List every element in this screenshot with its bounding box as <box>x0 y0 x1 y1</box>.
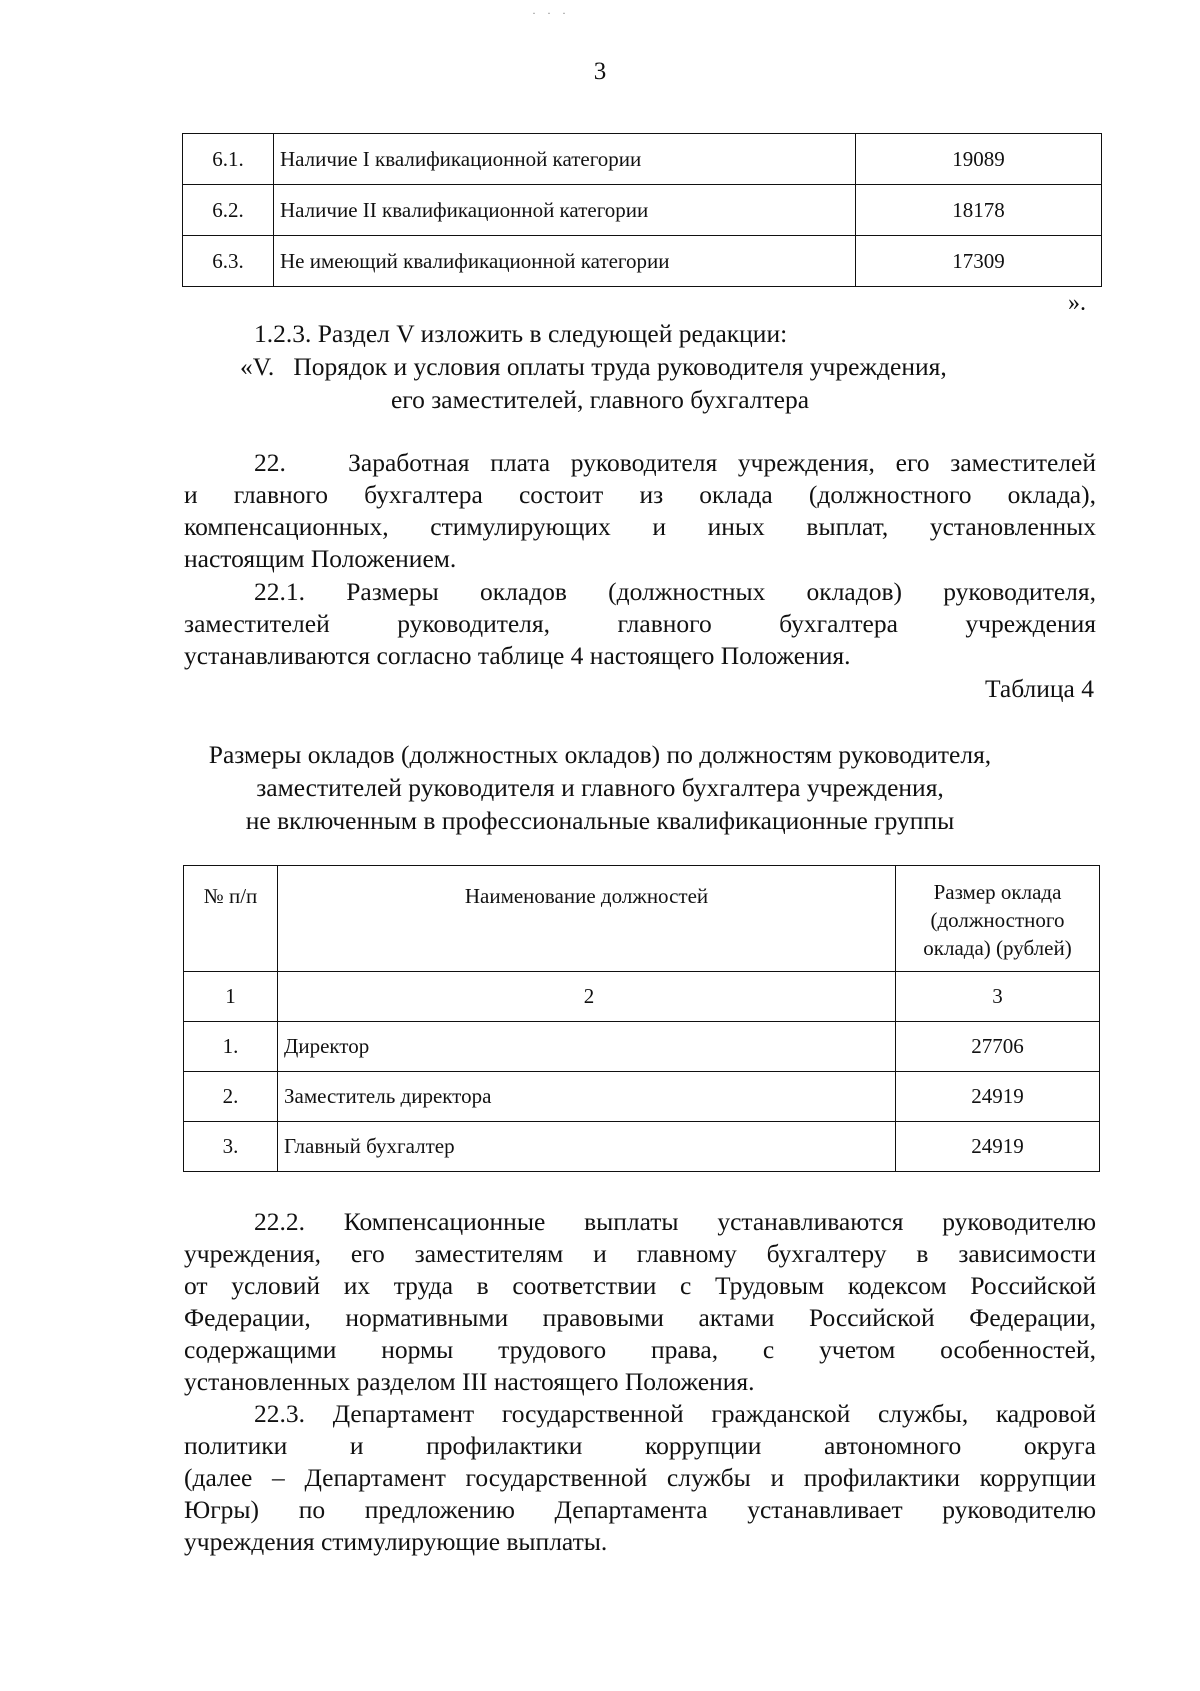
row-number: 2. <box>184 1072 278 1122</box>
row-number: 3. <box>184 1122 278 1172</box>
table-4-caption-line-2: заместителей руководителя и главного бухгалтера учреждения, <box>256 773 944 802</box>
row-value: 19089 <box>856 134 1102 185</box>
section-title-line-2: его заместителей, главного бухгалтера <box>390 385 810 414</box>
column-number: 3 <box>896 972 1100 1022</box>
paragraph-22-2-line-5: содержащими нормы трудового права, с учетом особенностей, <box>184 1335 1096 1364</box>
paragraph-22-2-line-3: от условий их труда в соответствии с Трудовым кодексом Российской <box>184 1271 1096 1300</box>
row-position-name: Главный бухгалтер <box>278 1122 896 1172</box>
paragraph-22-line-1: 22. Заработная плата руководителя учреждения, его заместителей <box>254 448 1096 477</box>
section-title-line-1: «V. Порядок и условия оплаты труда руководителя учреждения, <box>240 352 947 381</box>
row-name: Наличие II квалификационной категории <box>274 185 856 236</box>
table-header-row <box>184 866 1100 972</box>
row-salary: 27706 <box>896 1022 1100 1072</box>
paragraph-22-line-4: настоящим Положением. <box>184 544 457 573</box>
paragraph-22-line-3: компенсационных, стимулирующих и иных выплат, установленных <box>184 512 1096 541</box>
table-4-caption-line-3: не включенным в профессиональные квалификационные группы <box>245 806 955 835</box>
header-salary-line-2: (должностного <box>930 908 1065 932</box>
row-value: 18178 <box>856 185 1102 236</box>
row-position-name: Заместитель директора <box>278 1072 896 1122</box>
row-position-name: Директор <box>278 1022 896 1072</box>
table-4-label: Таблица 4 <box>984 674 1094 703</box>
header-number: № п/п <box>184 866 278 972</box>
table-row <box>183 236 1102 287</box>
row-salary: 24919 <box>896 1072 1100 1122</box>
paragraph-22-2-line-2: учреждения, его заместителям и главному бухгалтеру в зависимости <box>184 1239 1096 1268</box>
paragraph-22-2-line-4: Федерации, нормативными правовыми актами Российской Федерации, <box>184 1303 1096 1332</box>
row-number: 6.3. <box>183 236 274 287</box>
table-qualification-categories <box>182 133 1102 287</box>
row-number: 6.2. <box>183 185 274 236</box>
paragraph-22-1-line-3: устанавливаются согласно таблице 4 настоящего Положения. <box>184 641 851 670</box>
row-salary: 24919 <box>896 1122 1100 1172</box>
row-name: Не имеющий квалификационной категории <box>274 236 856 287</box>
paragraph-22-3-line-4: Югры) по предложению Департамента устанавливает руководителю <box>184 1495 1096 1524</box>
column-number-row <box>184 972 1100 1022</box>
table-row <box>184 1022 1100 1072</box>
paragraph-22-1-line-2: заместителей руководителя, главного бухгалтера учреждения <box>184 609 1096 638</box>
table-4-caption-line-1: Размеры окладов (должностных окладов) по должностям руководителя, <box>208 740 992 769</box>
column-number: 2 <box>278 972 896 1022</box>
paragraph-22-3-line-5: учреждения стимулирующие выплаты. <box>184 1527 608 1556</box>
paragraph-22-2-line-6: установленных разделом III настоящего Положения. <box>184 1367 755 1396</box>
table-row <box>183 185 1102 236</box>
row-number: 1. <box>184 1022 278 1072</box>
table-row <box>184 1122 1100 1172</box>
closing-quote: ». <box>1068 290 1086 316</box>
table-4-salaries <box>183 865 1100 1172</box>
paragraph-22-1-line-1: 22.1. Размеры окладов (должностных окладов) руководителя, <box>254 577 1096 606</box>
table-row <box>184 1072 1100 1122</box>
row-number: 6.1. <box>183 134 274 185</box>
column-number: 1 <box>184 972 278 1022</box>
table-row <box>183 134 1102 185</box>
header-salary-line-1: Размер оклада <box>933 880 1062 904</box>
header-salary-line-3: оклада) (рублей) <box>923 936 1072 960</box>
header-position-name: Наименование должностей <box>278 866 896 972</box>
amendment-line: 1.2.3. Раздел V изложить в следующей редакции: <box>254 319 788 348</box>
scan-artifact: · · · <box>532 6 570 20</box>
paragraph-22-3-line-1: 22.3. Департамент государственной гражданской службы, кадровой <box>254 1399 1096 1428</box>
row-name: Наличие I квалификационной категории <box>274 134 856 185</box>
paragraph-22-3-line-2: политики и профилактики коррупции автономного округа <box>184 1431 1096 1460</box>
paragraph-22-2-line-1: 22.2. Компенсационные выплаты устанавливаются руководителю <box>254 1207 1096 1236</box>
paragraph-22-3-line-3: (далее – Департамент государственной службы и профилактики коррупции <box>184 1463 1096 1492</box>
paragraph-22-line-2: и главного бухгалтера состоит из оклада (должностного оклада), <box>184 480 1096 509</box>
header-salary <box>896 866 1100 972</box>
page-number: 3 <box>593 58 607 85</box>
row-value: 17309 <box>856 236 1102 287</box>
